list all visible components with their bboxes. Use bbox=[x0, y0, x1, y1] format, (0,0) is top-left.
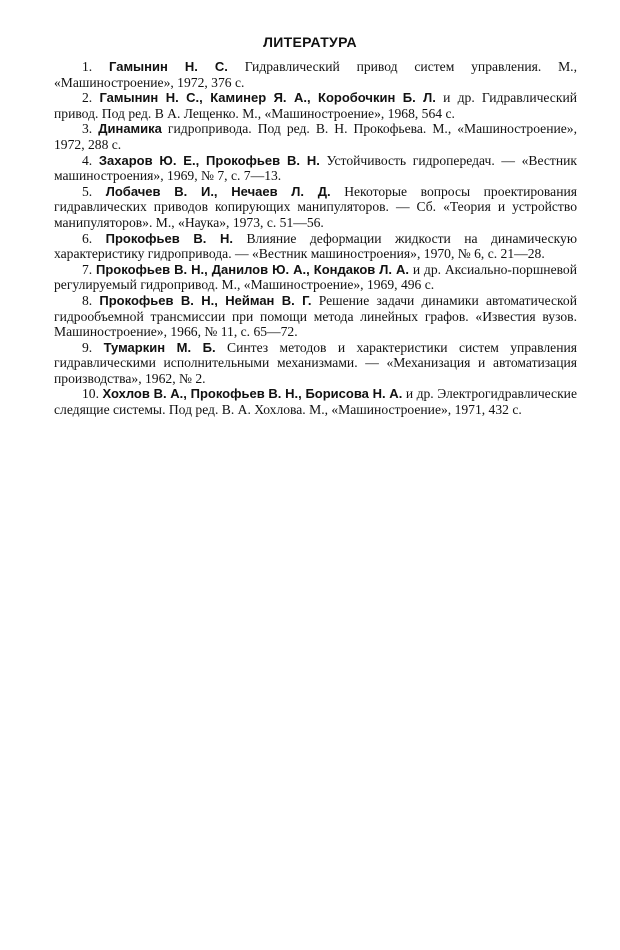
reference-item bbox=[54, 386, 577, 417]
reference-item bbox=[54, 90, 577, 121]
reference-number: 9. bbox=[82, 339, 93, 355]
reference-list bbox=[54, 59, 577, 418]
reference-number: 10. bbox=[82, 386, 99, 402]
reference-item bbox=[54, 340, 577, 387]
reference-number: 7. bbox=[82, 261, 93, 277]
reference-item bbox=[54, 121, 577, 152]
reference-number: 2. bbox=[82, 90, 93, 106]
reference-authors: Гамынин Н. С., Каминер Я. А., Коробочкин Б. Л. bbox=[99, 90, 436, 106]
reference-authors: Динамика bbox=[98, 121, 162, 137]
page-title: ЛИТЕРАТУРА bbox=[263, 34, 357, 50]
reference-text: Гидравлический привод систем управления. М., «Машиностроение», 1972, 376 с. bbox=[54, 59, 577, 90]
reference-text: и др. Аксиально-поршневой регулируемый гидропривод. М., «Машиностроение», 1969, 496 с. bbox=[54, 261, 577, 293]
reference-authors: Прокофьев В. Н., Данилов Ю. А., Кондаков Л. А. bbox=[96, 261, 410, 277]
reference-text: Влияние деформации жидкости на динамическую характеристику гидропривода. — «Вестник машиностроения», 1970, № 6, с. 21—28. bbox=[54, 230, 577, 262]
reference-authors: Лобачев В. И., Нечаев Л. Д. bbox=[105, 183, 331, 199]
reference-item bbox=[54, 262, 577, 293]
reference-text: Некоторые вопросы проектирования гидравлических приводов копирующих манипуляторов. — Сб. «Теория и устройство манипуляторов». М., «Наука», 1973, с. 51—56. bbox=[54, 183, 578, 230]
reference-authors: Тумаркин М. Б. bbox=[103, 339, 216, 355]
reference-text: гидропривода. Под ред. В. Н. Прокофьева. М., «Машиностроение», 1972, 288 с. bbox=[54, 121, 577, 152]
reference-number: 3. bbox=[82, 121, 93, 137]
reference-number: 4. bbox=[82, 152, 93, 168]
reference-text: Синтез методов и характеристики систем управления гидравлическими исполнительными механизмами. — «Механизация и автоматизация производства», 1962, № 2. bbox=[54, 339, 578, 386]
reference-authors: Захаров Ю. Е., Прокофьев В. Н. bbox=[98, 152, 320, 168]
reference-authors: Прокофьев В. Н., Нейман В. Г. bbox=[99, 292, 312, 308]
reference-number: 8. bbox=[82, 292, 93, 308]
reference-text: и др. Электрогидравлические следящие системы. Под ред. В. А. Хохлова. М., «Машиностроение», 1971, 432 с. bbox=[54, 386, 577, 418]
reference-authors: Гамынин Н. С. bbox=[109, 59, 228, 74]
reference-text: и др. Гидравлический привод. Под ред. В А. Лещенко. М., «Машиностроение», 1968, 564 с. bbox=[54, 90, 577, 121]
reference-item bbox=[54, 231, 577, 262]
reference-text: Решение задачи динамики автоматической гидрообъемной трансмиссии при помощи метода линейных графов. «Известия вузов. Машиностроение», 1966, № 11, с. 65—72. bbox=[54, 292, 577, 340]
reference-authors: Хохлов В. А., Прокофьев В. Н., Борисова Н. А. bbox=[102, 386, 403, 402]
reference-authors: Прокофьев В. Н. bbox=[105, 230, 234, 246]
reference-text: Устойчивость гидропередач. — «Вестник машиностроения», 1969, № 7, с. 7—13. bbox=[54, 152, 577, 184]
reference-number: 5. bbox=[82, 183, 93, 199]
reference-item bbox=[54, 153, 577, 184]
reference-number: 6. bbox=[82, 230, 93, 246]
reference-item bbox=[54, 293, 577, 340]
reference-item bbox=[54, 184, 577, 231]
reference-number: 1. bbox=[82, 59, 93, 74]
reference-item bbox=[54, 59, 577, 90]
